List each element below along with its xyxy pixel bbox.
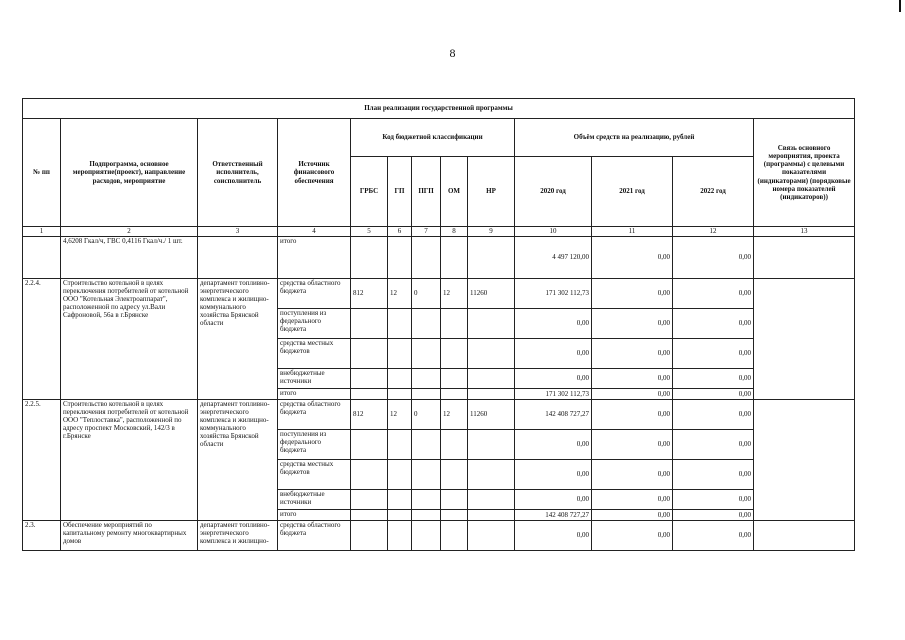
item-description: Обеспечение мероприятий по капитальному ремонту многоквартирных домов	[61, 521, 198, 551]
value-2022: 0,00	[673, 309, 754, 339]
value-2022: 0,00	[673, 339, 754, 369]
column-number: 11	[592, 227, 673, 237]
code-pgp: 0	[412, 400, 441, 430]
value-2020: 0,00	[515, 460, 592, 490]
value-2020: 0,00	[515, 430, 592, 460]
value-2020: 0,00	[515, 369, 592, 389]
column-number: 7	[412, 227, 441, 237]
source-regional: средства областного бюджета	[278, 279, 351, 309]
column-number: 1	[23, 227, 61, 237]
table-row	[23, 521, 855, 551]
header-nr: НР	[468, 157, 515, 227]
header-2022: 2022 год	[673, 157, 754, 227]
item-responsible: департамент топливно-энергетического комплекса и жилищно-коммунального хозяйства Брянской области	[198, 279, 278, 400]
source-extrabudgetary: внебюджетные источники	[278, 369, 351, 389]
code-grbs: 812	[351, 400, 388, 430]
column-number: 12	[673, 227, 754, 237]
column-number: 2	[61, 227, 198, 237]
value-2020: 142 408 727,27	[515, 400, 592, 430]
value-2021: 0,00	[592, 279, 673, 309]
value-2020: 171 302 112,73	[515, 279, 592, 309]
continued-text: 4,6208 Гкал/ч, ГВС 0,4116 Гкал/ч./ 1 шт.	[61, 237, 198, 279]
header-om: ОМ	[441, 157, 468, 227]
value-2021: 0,00	[592, 490, 673, 510]
item-number: 2.3.	[23, 521, 61, 551]
value-2020: 0,00	[515, 309, 592, 339]
value-2022: 0,00	[673, 279, 754, 309]
header-volume: Объём средств на реализацию, рублей	[515, 119, 754, 157]
table-row	[23, 237, 855, 279]
item-responsible: департамент топливно-энергетического комплекса и жилищно-коммунального хозяйства Брянской области	[198, 400, 278, 521]
code-om: 12	[441, 400, 468, 430]
code-grbs: 812	[351, 279, 388, 309]
column-number: 5	[351, 227, 388, 237]
value-2022: 0,00	[673, 460, 754, 490]
value-2021: 0,00	[592, 460, 673, 490]
item-number: 2.2.5.	[23, 400, 61, 521]
header-num: № пп	[23, 119, 61, 227]
value-2022: 0,00	[673, 521, 754, 551]
column-number: 13	[754, 227, 855, 237]
source-total: итого	[278, 237, 351, 279]
value-2020: 0,00	[515, 490, 592, 510]
table-row	[23, 279, 855, 309]
source-regional: средства областного бюджета	[278, 521, 351, 551]
column-number: 4	[278, 227, 351, 237]
header-responsible: Ответственный исполнитель, соисполнитель	[198, 119, 278, 227]
code-nr: 11260	[468, 400, 515, 430]
header-2020: 2020 год	[515, 157, 592, 227]
source-local: средства местных бюджетов	[278, 339, 351, 369]
table-title: План реализации государственной программы	[23, 99, 855, 119]
value-2021: 0,00	[592, 430, 673, 460]
code-pgp: 0	[412, 279, 441, 309]
header-subprogram: Подпрограмма, основное мероприятие(проект), направление расходов, мероприятие	[61, 119, 198, 227]
value-2021: 0,00	[592, 309, 673, 339]
value-2021: 0,00	[592, 510, 673, 521]
column-number: 3	[198, 227, 278, 237]
value-2022: 0,00	[673, 430, 754, 460]
value-2022: 0,00	[673, 400, 754, 430]
header-pgp: ПГП	[412, 157, 441, 227]
value-2021: 0,00	[592, 521, 673, 551]
column-number: 6	[388, 227, 412, 237]
source-extrabudgetary: внебюджетные источники	[278, 490, 351, 510]
item-number: 2.2.4.	[23, 279, 61, 400]
column-number: 8	[441, 227, 468, 237]
header-link: Связь основного мероприятия, проекта (программы) с целевыми показателями (индикаторами) (порядковые номера показателей (индикаторов))	[754, 119, 855, 227]
value-2020: 171 302 112,73	[515, 389, 592, 400]
source-total: итого	[278, 389, 351, 400]
source-local: средства местных бюджетов	[278, 460, 351, 490]
page-number: 8	[449, 46, 456, 60]
value-2021: 0,00	[592, 237, 673, 279]
source-federal: поступления из федерального бюджета	[278, 309, 351, 339]
header-gp: ГП	[388, 157, 412, 227]
code-gp: 12	[388, 400, 412, 430]
header-budget-code: Код бюджетной классификации	[351, 119, 515, 157]
column-number: 10	[515, 227, 592, 237]
value-2022: 0,00	[673, 510, 754, 521]
value-2021: 0,00	[592, 400, 673, 430]
value-2022: 0,00	[673, 369, 754, 389]
column-number: 9	[468, 227, 515, 237]
program-plan-table	[22, 98, 855, 551]
code-gp: 12	[388, 279, 412, 309]
item-description: Строительство котельной в целях переключения потребителей от котельной ООО "Котельная Электроаппарат", расположенной по адресу ул.Вали Сафроновой, 56а в г.Брянске	[61, 279, 198, 400]
value-2020: 4 497 120,00	[515, 237, 592, 279]
item-description: Строительство котельной в целях переключения потребителей от котельной ООО "Теплоставка", расположенной по адресу проспект Московский, 142/3 в г.Брянске	[61, 400, 198, 521]
source-total: итого	[278, 510, 351, 521]
source-federal: поступления из федерального бюджета	[278, 430, 351, 460]
code-om: 12	[441, 279, 468, 309]
value-2021: 0,00	[592, 339, 673, 369]
header-source: Источник финансового обеспечения	[278, 119, 351, 227]
header-2021: 2021 год	[592, 157, 673, 227]
value-2021: 0,00	[592, 389, 673, 400]
column-numbers-row	[23, 227, 855, 237]
value-2020: 142 408 727,27	[515, 510, 592, 521]
value-2021: 0,00	[592, 369, 673, 389]
source-regional: средства областного бюджета	[278, 400, 351, 430]
value-2022: 0,00	[673, 389, 754, 400]
scan-edge-mark	[899, 0, 901, 12]
value-2020: 0,00	[515, 339, 592, 369]
value-2022: 0,00	[673, 490, 754, 510]
item-responsible: департамент топливно-энергетического комплекса и жилищно-	[198, 521, 278, 551]
value-2020: 0,00	[515, 521, 592, 551]
value-2022: 0,00	[673, 237, 754, 279]
code-nr: 11260	[468, 279, 515, 309]
header-grbs: ГРБС	[351, 157, 388, 227]
table-row	[23, 400, 855, 430]
